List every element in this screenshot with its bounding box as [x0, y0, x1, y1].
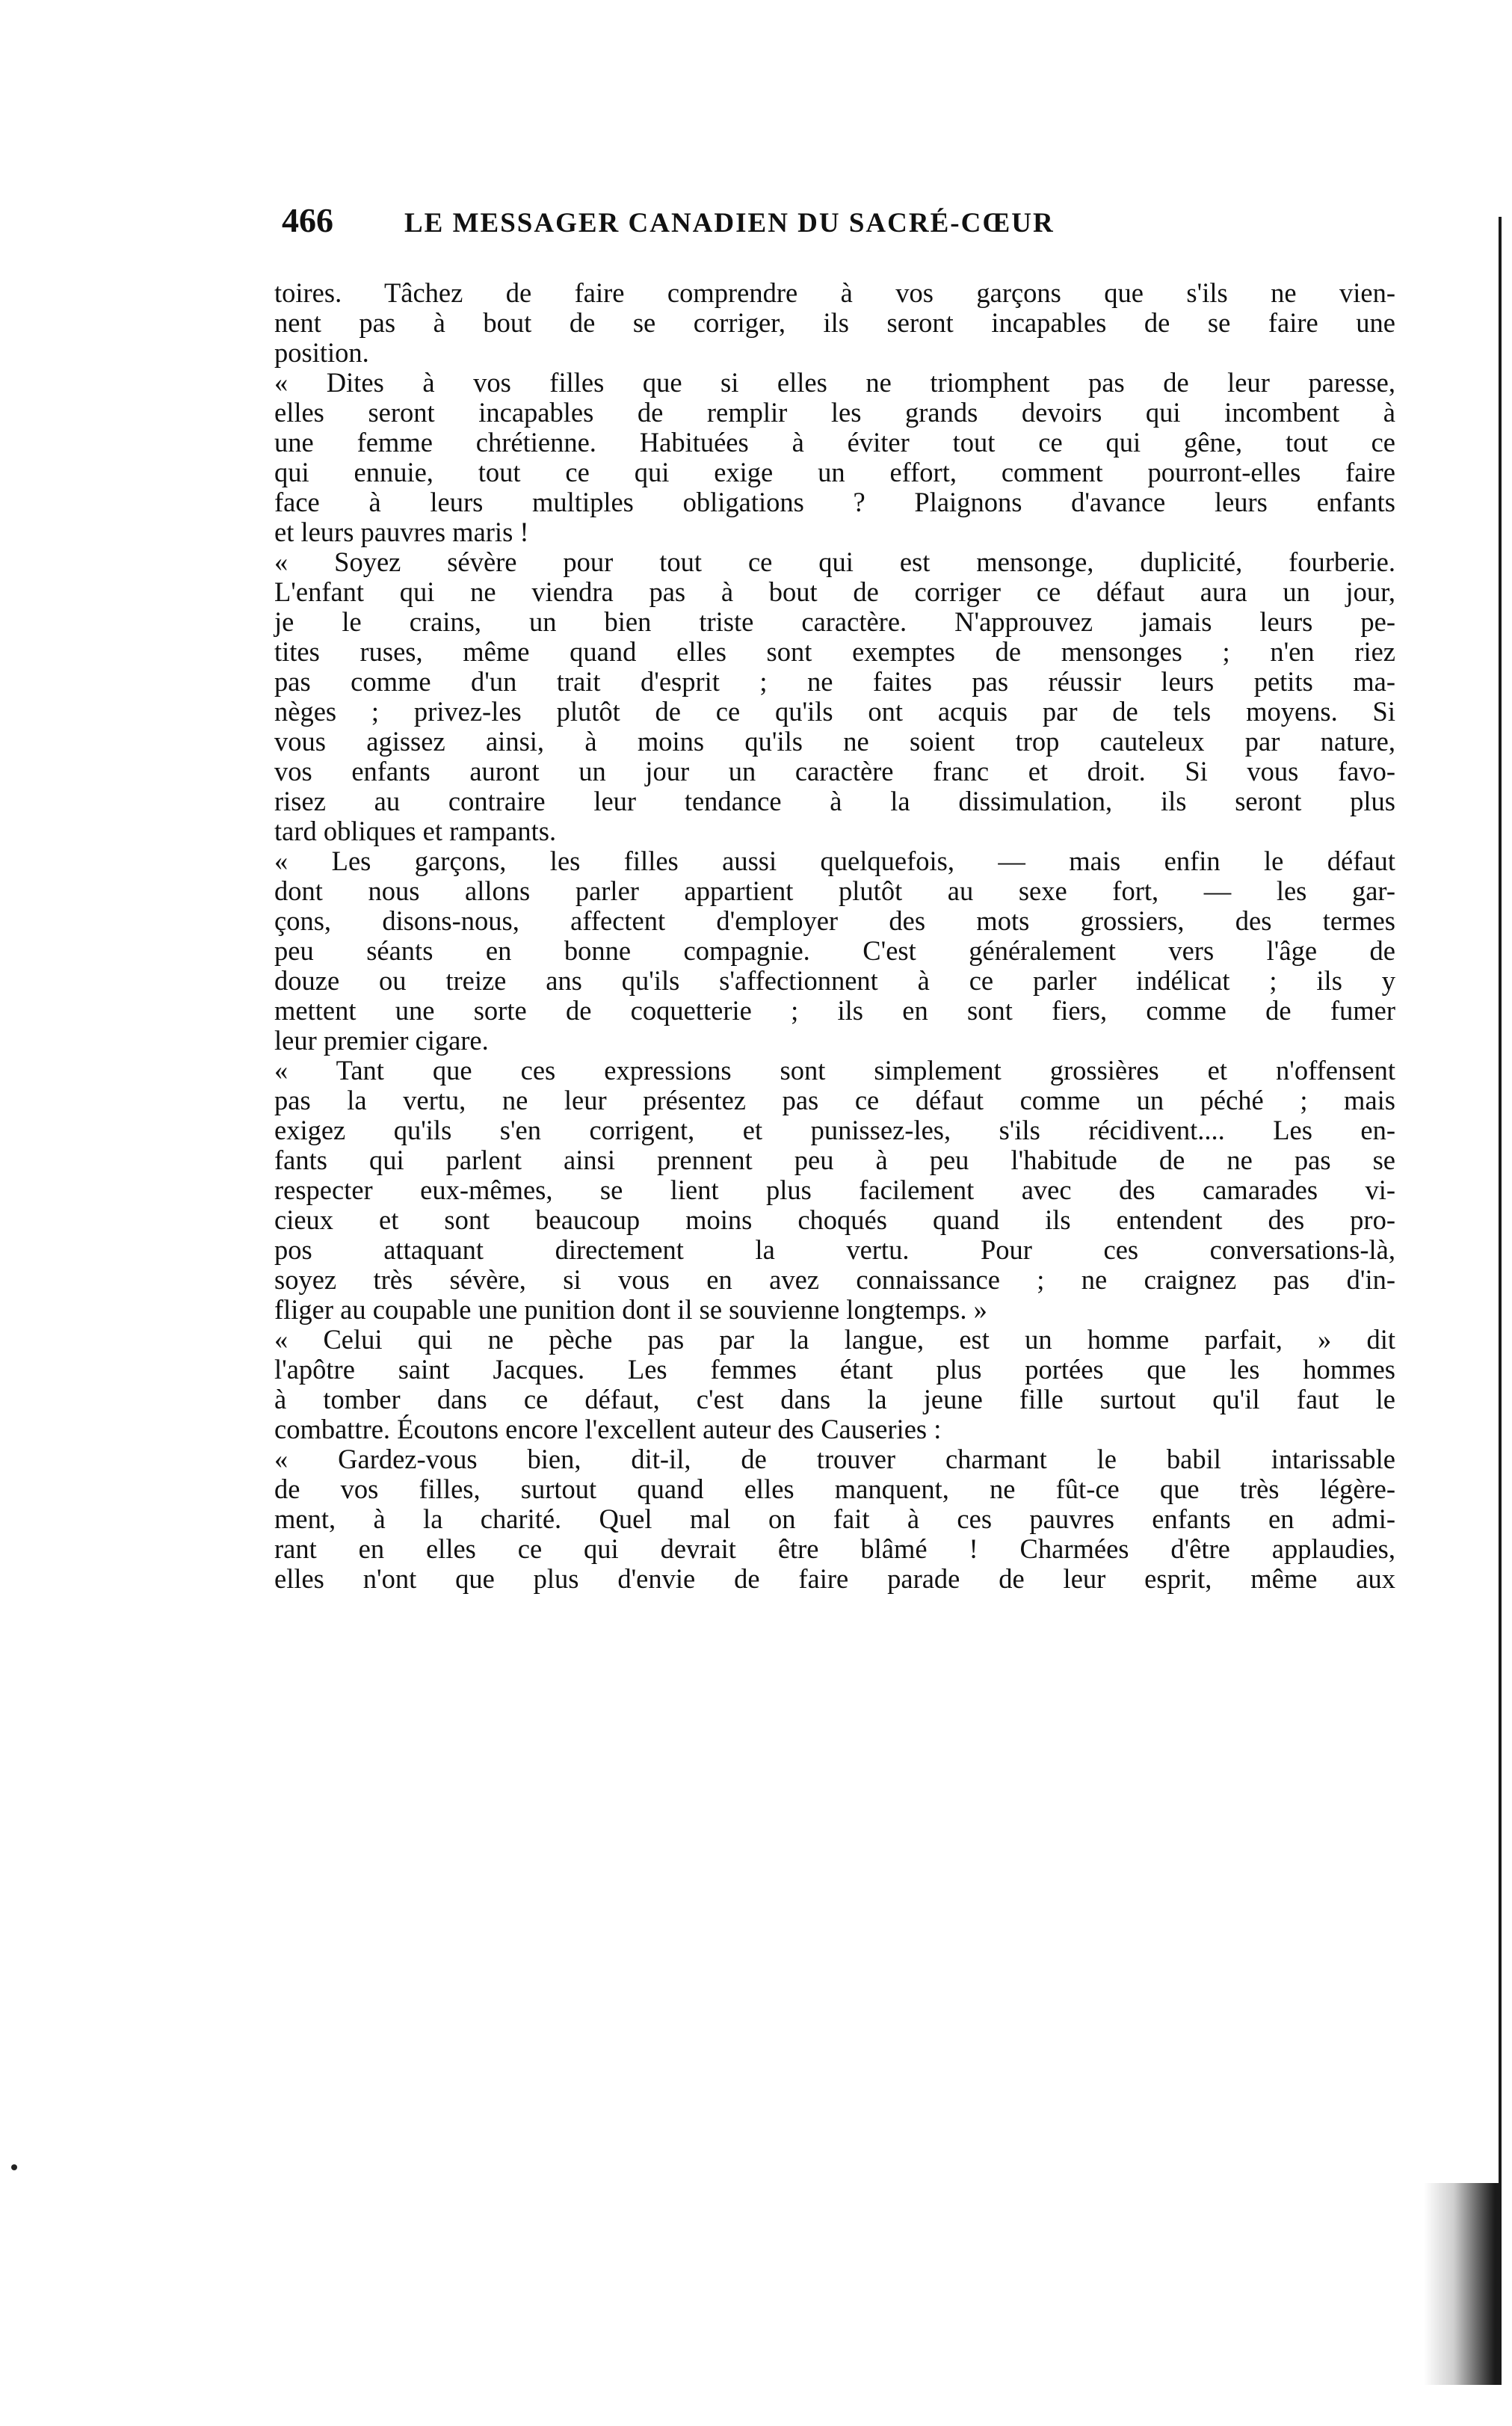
text-line: face à leurs multiples obligations ? Plaignons d'avance leurs enfants	[274, 487, 1395, 517]
text-line: toires. Tâchez de faire comprendre à vos garçons que s'ils ne vien-	[274, 277, 1395, 308]
text-line: de vos filles, surtout quand elles manquent, ne fût-ce que très légère-	[274, 1474, 1395, 1504]
text-line: douze ou treize ans qu'ils s'affectionnent à ce parler indélicat ; ils y	[274, 965, 1395, 996]
text-line: « Les garçons, les filles aussi quelquefois, — mais enfin le défaut	[274, 846, 1395, 876]
text-line: nèges ; privez-les plutôt de ce qu'ils ont acquis par de tels moyens. Si	[274, 696, 1395, 727]
text-line: « Tant que ces expressions sont simplement grossières et n'offensent	[274, 1055, 1395, 1086]
text-line: « Gardez-vous bien, dit-il, de trouver charmant le babil intarissable	[274, 1444, 1395, 1474]
page-number: 466	[282, 201, 333, 239]
text-line: qui ennuie, tout ce qui exige un effort, comment pourront-elles faire	[274, 457, 1395, 487]
text-line: à tomber dans ce défaut, c'est dans la jeune fille surtout qu'il faut le	[274, 1384, 1395, 1414]
text-line: pas comme d'un trait d'esprit ; ne faites pas réussir leurs petits ma-	[274, 666, 1395, 697]
text-line: mettent une sorte de coquetterie ; ils en sont fiers, comme de fumer	[274, 995, 1395, 1026]
text-line: vous agissez ainsi, à moins qu'ils ne soient trop cauteleux par nature,	[274, 726, 1395, 757]
text-line: fants qui parlent ainsi prennent peu à peu l'habitude de ne pas se	[274, 1145, 1395, 1175]
text-line: « Dites à vos filles que si elles ne triomphent pas de leur paresse,	[274, 367, 1395, 398]
text-line: cieux et sont beaucoup moins choqués quand ils entendent des pro-	[274, 1204, 1395, 1235]
text-line: elles seront incapables de remplir les grands devoirs qui incombent à	[274, 397, 1395, 428]
page-edge-shadow	[1499, 217, 1502, 2385]
text-line: exigez qu'ils s'en corrigent, et punissez-les, s'ils récidivent.... Les en-	[274, 1115, 1395, 1145]
text-line: pos attaquant directement la vertu. Pour ces conversations-là,	[274, 1234, 1395, 1265]
text-line: elles n'ont que plus d'envie de faire parade de leur esprit, même aux	[274, 1563, 1395, 1594]
scan-speck	[11, 2164, 17, 2170]
text-line: ment, à la charité. Quel mal on fait à ces pauvres enfants en admi-	[274, 1503, 1395, 1534]
text-line: « Celui qui ne pèche pas par la langue, est un homme parfait, » dit	[274, 1324, 1395, 1355]
text-line: çons, disons-nous, affectent d'employer des mots grossiers, des termes	[274, 905, 1395, 936]
text-line: tard obliques et rampants.	[274, 816, 557, 846]
text-line: pas la vertu, ne leur présentez pas ce défaut comme un péché ; mais	[274, 1085, 1395, 1115]
text-line: rant en elles ce qui devrait être blâmé ! Charmées d'être applaudies,	[274, 1533, 1395, 1564]
text-line: soyez très sévère, si vous en avez connaissance ; ne craignez pas d'in-	[274, 1264, 1395, 1295]
text-line: leur premier cigare.	[274, 1025, 489, 1056]
text-line: risez au contraire leur tendance à la dissimulation, ils seront plus	[274, 786, 1395, 816]
body-text	[274, 278, 1395, 1594]
text-line: une femme chrétienne. Habituées à éviter tout ce qui gêne, tout ce	[274, 427, 1395, 458]
page-edge-fold	[1424, 2183, 1499, 2385]
text-line: dont nous allons parler appartient plutôt au sexe fort, — les gar-	[274, 875, 1395, 906]
text-line: nent pas à bout de se corriger, ils seront incapables de se faire une	[274, 307, 1395, 338]
text-line: peu séants en bonne compagnie. C'est généralement vers l'âge de	[274, 935, 1395, 966]
text-line: L'enfant qui ne viendra pas à bout de corriger ce défaut aura un jour,	[274, 576, 1395, 607]
text-line: position.	[274, 337, 369, 368]
text-line: fliger au coupable une punition dont il se souvienne longtemps. »	[274, 1294, 987, 1325]
text-line: l'apôtre saint Jacques. Les femmes étant plus portées que les hommes	[274, 1354, 1395, 1385]
text-line: je le crains, un bien triste caractère. N'approuvez jamais leurs pe-	[274, 606, 1395, 637]
text-line: « Soyez sévère pour tout ce qui est mensonge, duplicité, fourberie.	[274, 547, 1395, 577]
text-line: tites ruses, même quand elles sont exemptes de mensonges ; n'en riez	[274, 636, 1395, 667]
text-line: combattre. Écoutons encore l'excellent auteur des Causeries :	[274, 1414, 942, 1444]
page-header	[282, 200, 1216, 245]
text-line: respecter eux-mêmes, se lient plus facilement avec des camarades vi-	[274, 1174, 1395, 1205]
text-line: vos enfants auront un jour un caractère franc et droit. Si vous favo-	[274, 756, 1395, 786]
running-head: LE MESSAGER CANADIEN DU SACRÉ-CŒUR	[404, 208, 1055, 238]
text-line: et leurs pauvres maris !	[274, 517, 529, 547]
